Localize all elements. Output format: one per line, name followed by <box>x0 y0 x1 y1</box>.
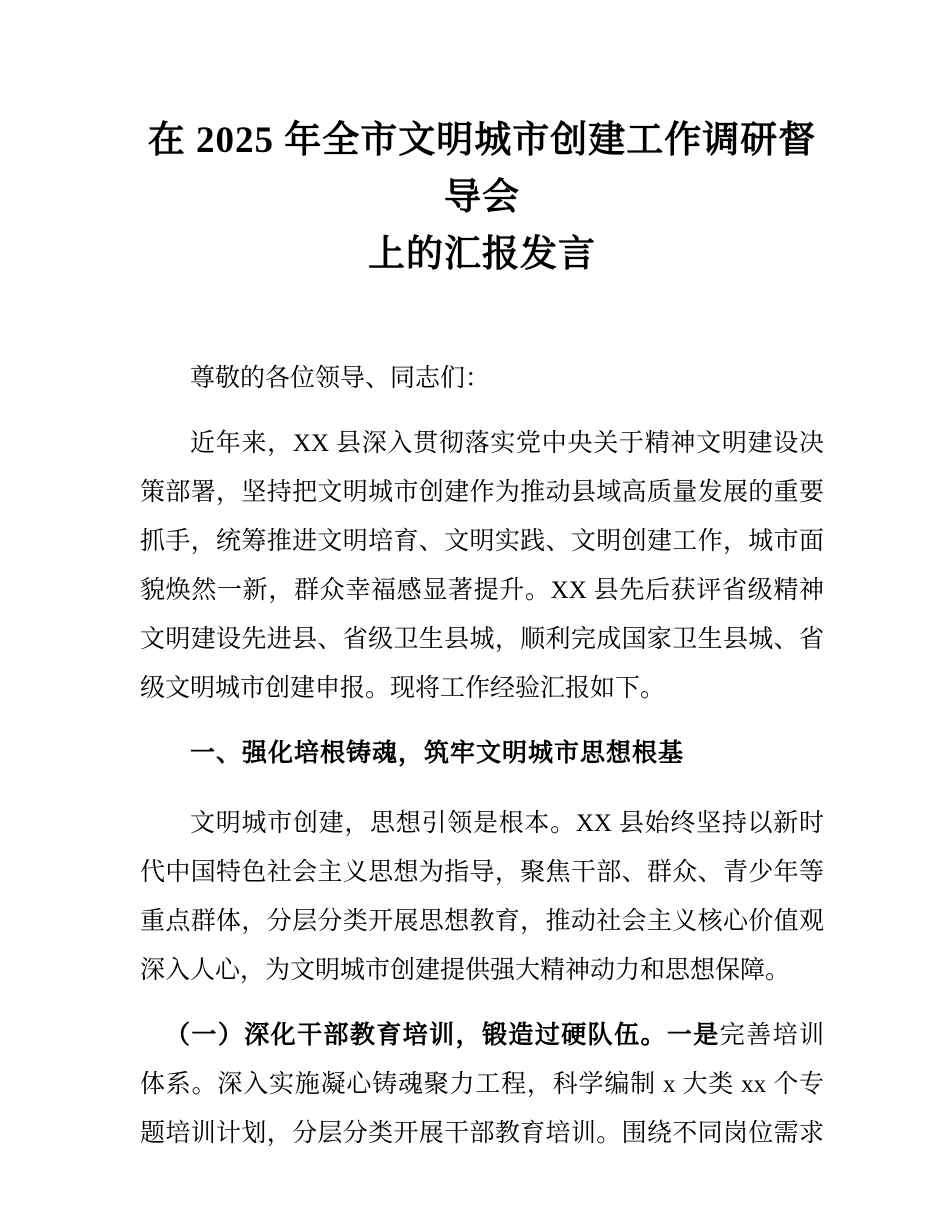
paragraph-ideology <box>140 799 824 995</box>
paragraph-line: 体系。深入实施凝心铸魂聚力工程，科学编制 x 大类 xx 个专 <box>140 1071 824 1098</box>
paragraph-line: 题培训计划，分层分类开展干部教育培训。围绕不同岗位需求 <box>140 1120 824 1147</box>
paragraph-subsection-1 <box>140 1011 824 1158</box>
document-body <box>140 354 824 1158</box>
salutation-paragraph <box>140 354 824 403</box>
paragraph-line: 策部署，坚持把文明城市创建作为推动县域高质量发展的重要 <box>140 479 824 506</box>
paragraph-line: 近年来，XX 县深入贯彻落实党中央关于精神文明建设决 <box>190 430 824 457</box>
paragraph-intro <box>140 419 824 713</box>
paragraph-line: 文明建设先进县、省级卫生县城，顺利完成国家卫生县城、省 <box>140 626 824 653</box>
paragraph-line: 级文明城市创建申报。现将工作经验汇报如下。 <box>140 675 666 702</box>
document-title <box>140 112 824 283</box>
document-content <box>140 0 824 1174</box>
section-heading-1: 一、强化培根铸魂，筑牢文明城市思想根基 <box>190 739 685 767</box>
paragraph-line: 重点群体，分层分类开展思想教育，推动社会主义核心价值观 <box>140 908 824 935</box>
paragraph-line: 深入人心，为文明城市创建提供强大精神动力和思想保障。 <box>140 957 791 984</box>
title-line-2: 上的汇报发言 <box>368 234 596 275</box>
paragraph-line: 代中国特色社会主义思想为指导，聚焦干部、群众、青少年等 <box>140 859 824 886</box>
subsection-lead-bold: （一）深化干部教育培训，锻造过硬队伍。一是 <box>165 1021 720 1049</box>
paragraph-line <box>140 1011 824 1060</box>
paragraph-line: 抓手，统筹推进文明培育、文明实践、文明创建工作，城市面 <box>140 528 824 555</box>
paragraph-line: 貌焕然一新，群众幸福感显著提升。XX 县先后获评省级精神 <box>140 577 824 604</box>
paragraph-line: 文明城市创建，思想引领是根本。XX 县始终坚持以新时 <box>190 810 824 837</box>
title-line-1: 在 2025 年全市文明城市创建工作调研督导会 <box>147 120 817 218</box>
salutation-line: 尊敬的各位领导、同志们： <box>190 365 491 392</box>
subsection-lead-rest: 完善培训 <box>719 1022 824 1049</box>
